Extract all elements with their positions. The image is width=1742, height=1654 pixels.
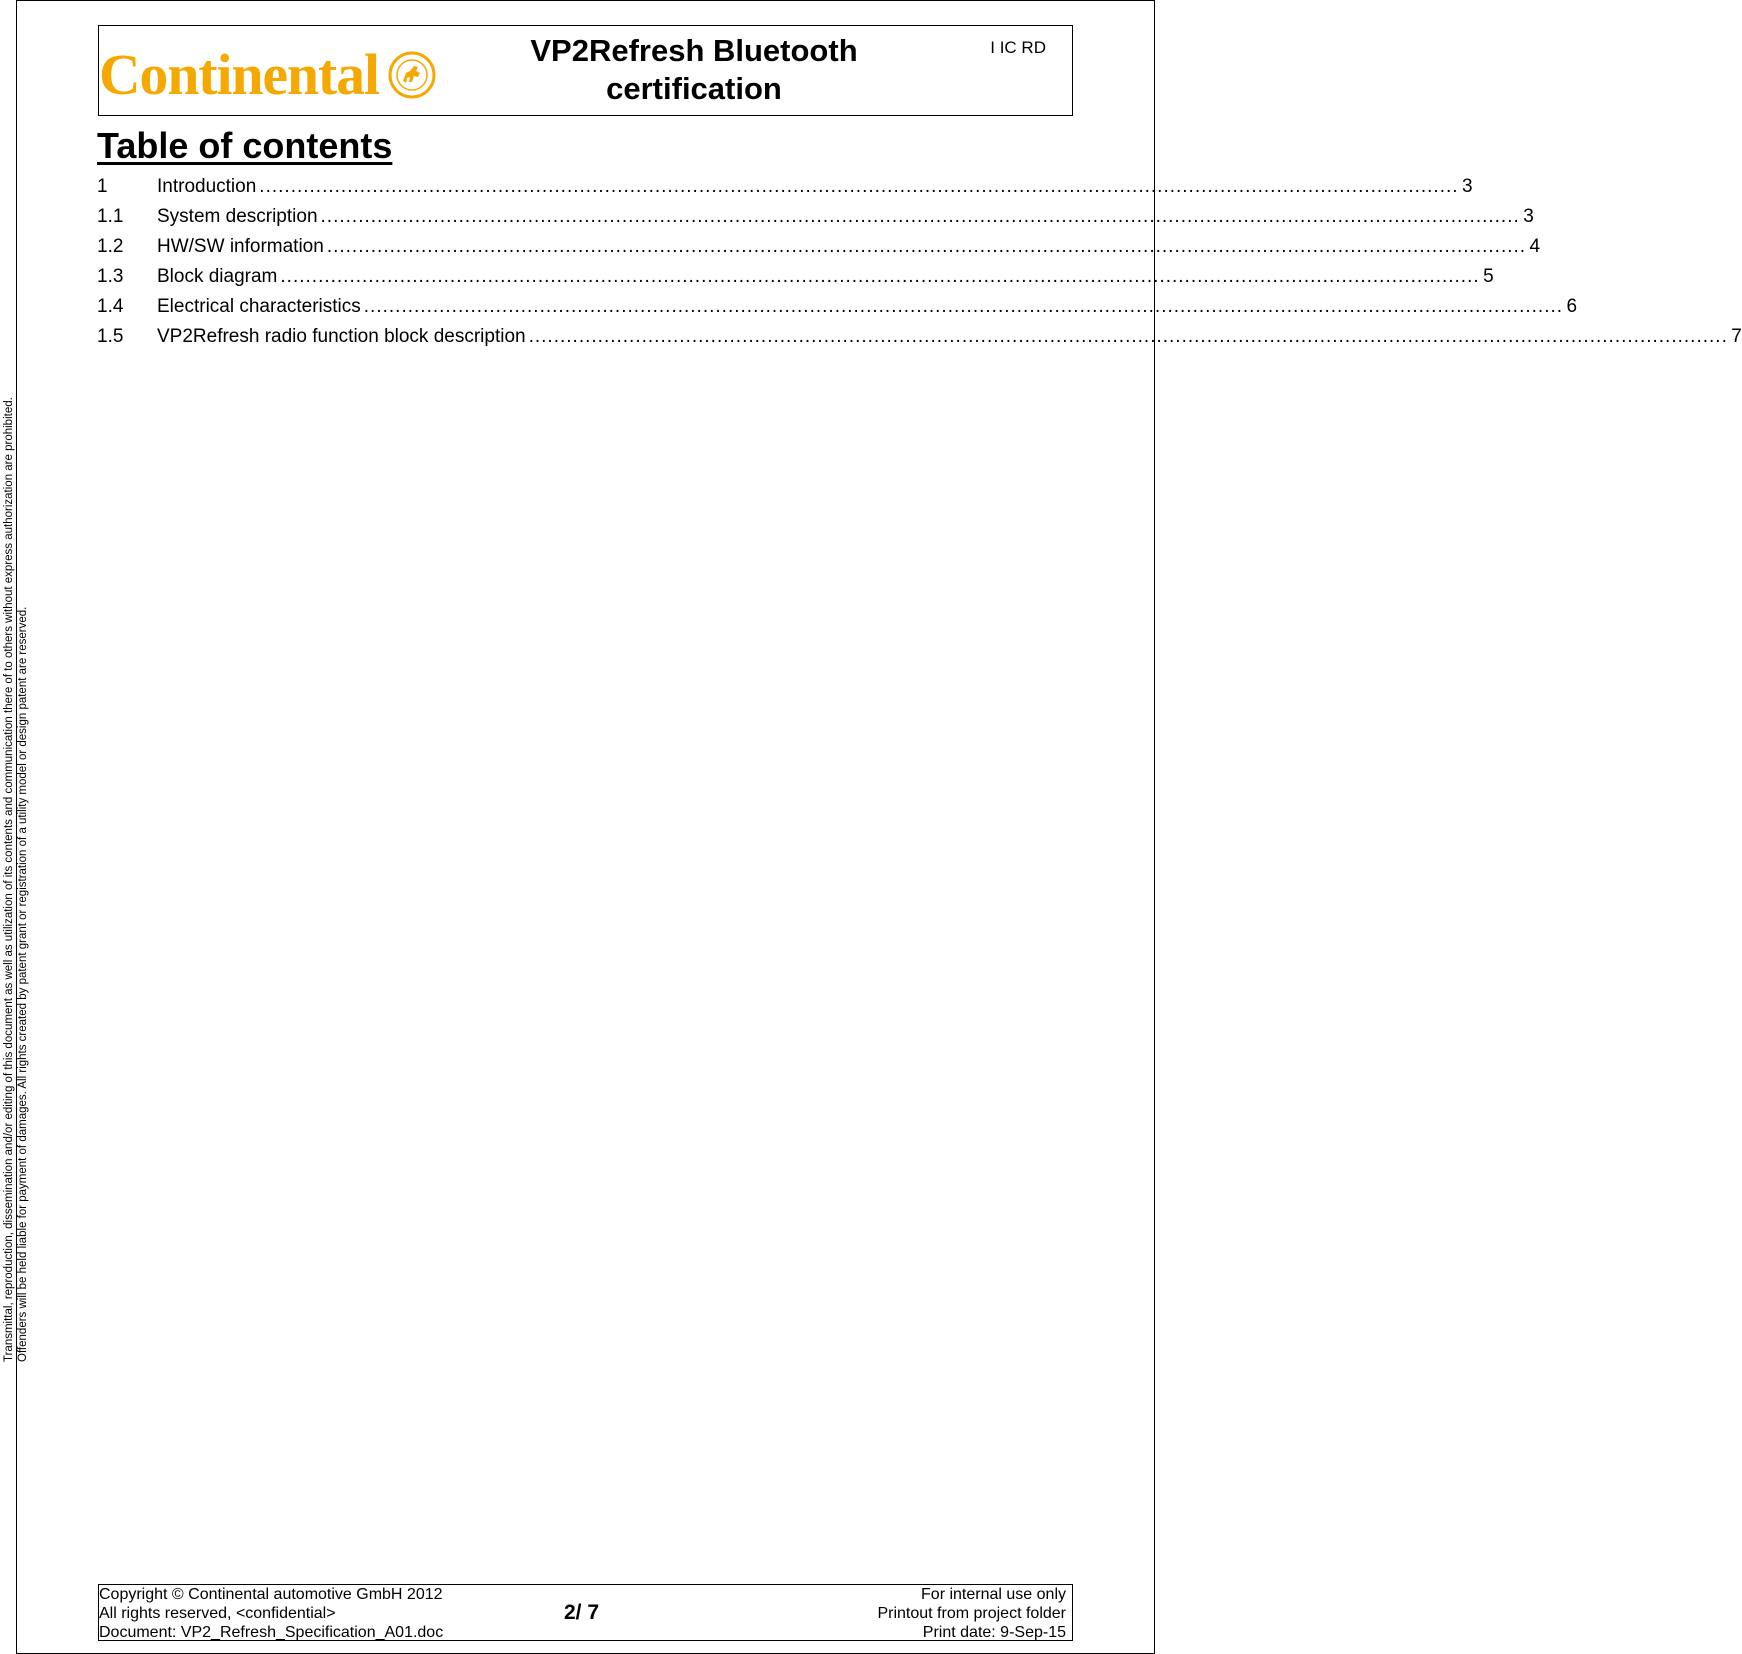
toc-leader-dots: ............................................................................................................................................................................................... (326, 236, 1527, 257)
toc-entry-page: 7 (1731, 326, 1742, 347)
toc-entry-number: 1 (97, 176, 108, 197)
toc-leader-dots: ............................................................................................................................................................................................... (363, 296, 1564, 317)
toc-entry-page: 5 (1483, 266, 1494, 287)
footer-print-date: Print date: 9-Sep-15 (922, 1624, 1066, 1641)
toc-leader-dots: ............................................................................................................................................................................................... (528, 326, 1728, 347)
continental-logo (99, 38, 439, 108)
toc-entry[interactable] (97, 322, 1742, 352)
legal-notice-line-2: Offenders will be held liable for payment of damages. All rights created by patent grant or registration of a utility model or design patent are reserved. (17, 606, 29, 1362)
table-of-contents (97, 172, 1742, 352)
toc-entry[interactable] (97, 292, 1578, 322)
toc-entry-number: 1.4 (97, 296, 124, 317)
logo-wordmark: Continental (99, 42, 380, 107)
legal-notice (2, 2, 34, 1362)
toc-leader-dots: ............................................................................................................................................................................................... (280, 266, 1480, 287)
toc-leader-dots: ............................................................................................................................................................................................... (320, 206, 1520, 227)
toc-entry-number: 1.3 (97, 266, 124, 287)
footer-document-name: Document: VP2_Refresh_Specification_A01.doc (99, 1624, 444, 1641)
toc-entry-page: 3 (1523, 206, 1534, 227)
toc-entry[interactable] (97, 202, 1534, 232)
document-footer (98, 1584, 1073, 1641)
document-title-line-1: VP2Refresh Bluetooth (530, 33, 858, 68)
page-indicator: 2/ 7 (564, 1601, 600, 1624)
toc-leader-dots: ............................................................................................................................................................................................... (259, 176, 1459, 197)
toc-heading: Table of contents (97, 125, 393, 166)
toc-entry-number: 1.5 (97, 326, 124, 347)
toc-entry-label: Introduction (157, 176, 257, 197)
toc-entry-label: HW/SW information (157, 236, 324, 257)
department-code: I IC RD (990, 38, 1046, 57)
toc-entry[interactable] (97, 172, 1473, 202)
legal-notice-line-1: Transmittal, reproduction, dissemination and/or editing of this document as well as utilization of its contents and communication there of to others without express authorization are prohibited. (3, 397, 15, 1362)
footer-usage: For internal use only (921, 1586, 1066, 1603)
footer-right-block (877, 1585, 1066, 1642)
toc-entry-number: 1.1 (97, 206, 124, 227)
toc-entry[interactable] (97, 262, 1494, 292)
document-title-line-2: certification (606, 71, 782, 106)
document-title (519, 32, 869, 108)
footer-rights: All rights reserved, <confidential> (99, 1605, 336, 1622)
toc-entry-label: Block diagram (157, 266, 278, 287)
toc-entry-page: 4 (1529, 236, 1541, 257)
footer-left-block (99, 1585, 443, 1642)
toc-entry-label: Electrical characteristics (157, 296, 361, 317)
footer-copyright: Copyright © Continental automotive GmbH 2012 (99, 1586, 443, 1603)
footer-printout: Printout from project folder (877, 1605, 1066, 1622)
toc-entry-page: 6 (1566, 296, 1578, 317)
toc-entry[interactable] (97, 232, 1541, 262)
toc-entry-label: System description (157, 206, 318, 227)
toc-entry-label: VP2Refresh radio function block description (157, 326, 526, 347)
toc-entry-number: 1.2 (97, 236, 124, 257)
horse-emblem-icon (390, 53, 434, 97)
toc-entry-page: 3 (1461, 176, 1473, 197)
document-header (98, 25, 1073, 116)
